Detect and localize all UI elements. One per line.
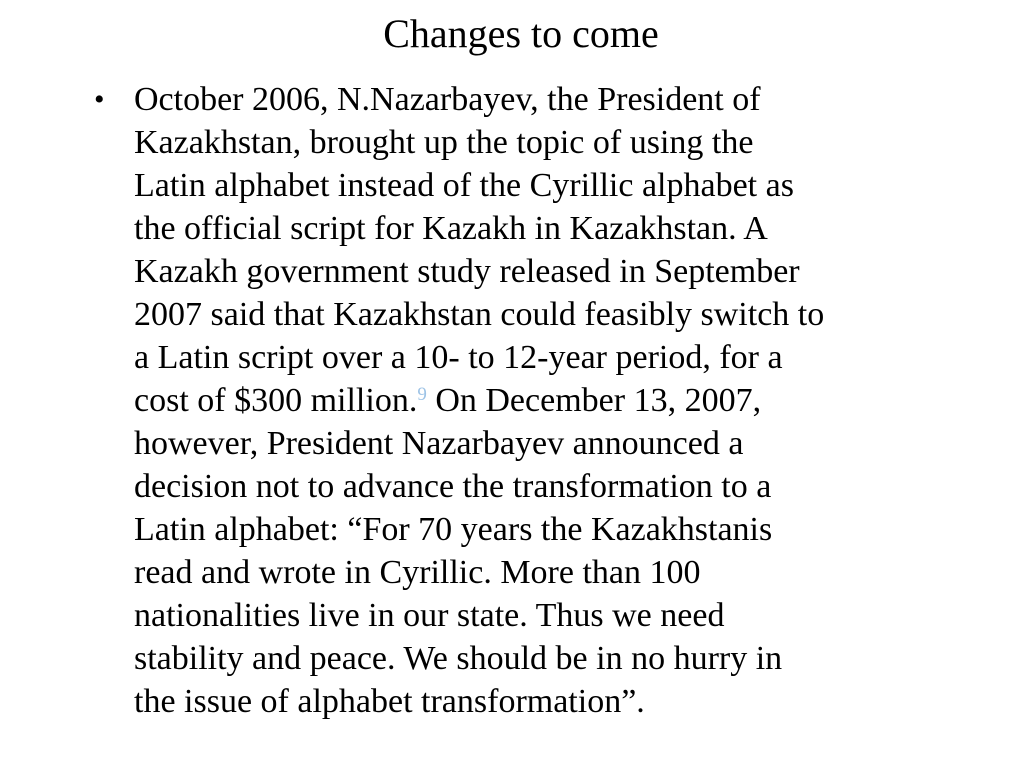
- bullet-text-part-2: On December 13, 2007, however, President Nazarbayev announced a decision not to advance the transformation to a Latin alphabet: “For 70 years the Kazakhstanis read and wrote in Cyrillic. More than 100 nationalities live in our state. Thus we need stability and peace. We should be in no hurry in the issue of alphabet transformation”.: [134, 382, 783, 720]
- slide-title: Changes to come: [383, 11, 659, 56]
- bullet-marker: •: [94, 83, 105, 116]
- footnote-reference-link[interactable]: 9: [417, 384, 427, 405]
- bullet-text-part-1: October 2006, N.Nazarbayev, the President of Kazakhstan, brought up the topic of using the Latin alphabet instead of the Cyrillic alphabet as the official script for Kazakh in Kazakhstan. A Kazakh government study released in September 2007 said that Kazakhstan could feasibly switch to a Latin script over a 10- to 12-year period, for a cost of $300 million.: [134, 81, 825, 419]
- bullet-text: [134, 78, 824, 723]
